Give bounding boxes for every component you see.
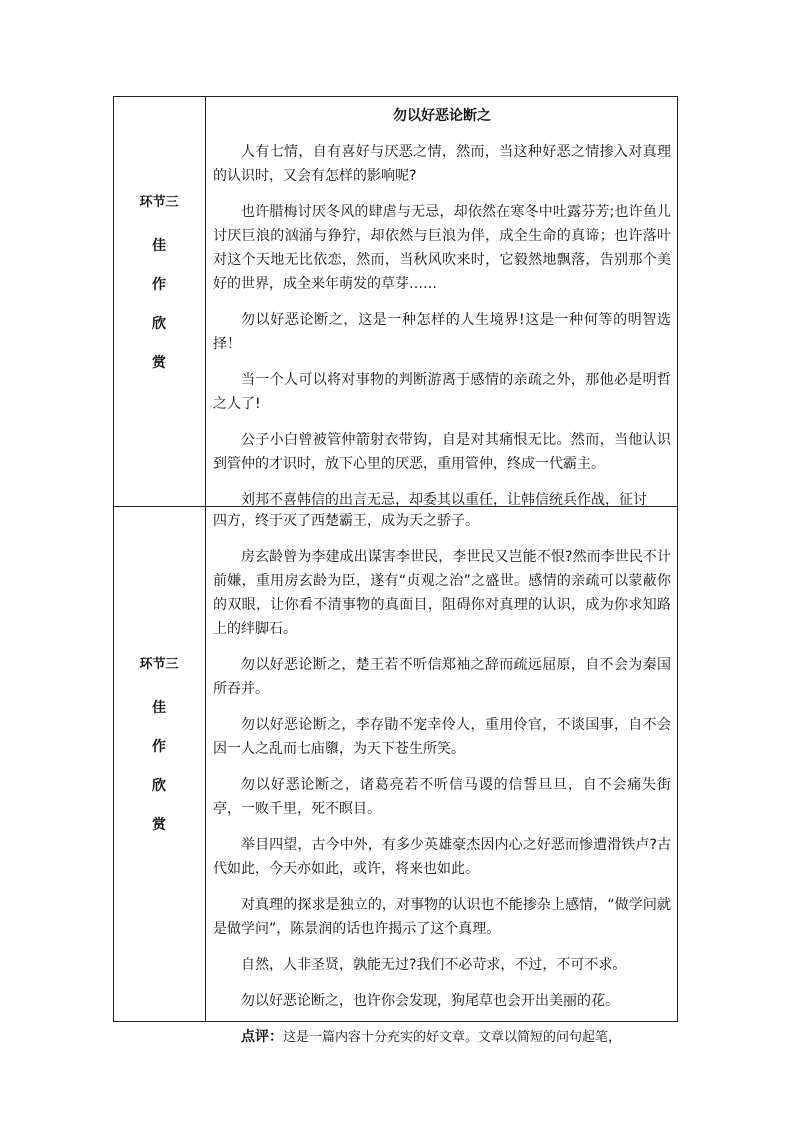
essay-paragraph: 勿以好恶论断之，这是一种怎样的人生境界!这是一种何等的明智选择！ [213, 312, 671, 352]
section2-char: 佳 [152, 700, 166, 716]
section1-label-cell [113, 196, 205, 391]
essay-paragraph: 房玄龄曾为李建成出谋害李世民，李世民又岂能不恨?然而李世民不计前嫌，重用房玄龄为臣，遂有“贞观之治”之盛世。感情的亲疏可以蒙蔽你的双眼，让你看不清事物的真面目，阻碍你对真理的认识，成为你求知路上的绊脚石。 [213, 549, 671, 637]
section1-vertical-label [113, 235, 205, 391]
section1-content [213, 104, 671, 524]
essay-paragraph: 也许腊梅讨厌冬风的肆虐与无忌，却依然在寒冬中吐露芬芳;也许鱼儿讨厌巨浪的汹涌与狰狞，却依然与巨浪为伴，成全生命的真谛；也许落叶对这个天地无比依恋，然而，当秋风吹来时，它毅然地飘落，告别那个美好的世界，成全来年萌发的草芽…… [213, 204, 671, 292]
section1-char: 佳 [152, 238, 166, 254]
comment-label: 点评： [241, 1029, 283, 1045]
essay-paragraph: 举目四望，古今中外，有多少英雄豪杰因内心之好恶而惨遭滑铁卢?古代如此，今天亦如此，或许，将来也如此。 [213, 837, 671, 877]
section2-char: 赏 [152, 817, 166, 833]
section1-char: 赏 [152, 355, 166, 371]
section2-label: 环节三 [139, 657, 179, 672]
essay-title: 勿以好恶论断之 [393, 108, 491, 124]
essay-paragraph: 公子小白曾被管仲箭射衣带钩，自是对其痛恨无比。然而，当他认识到管仲的才识时，放下心里的厌恶，重用管仲，终成一代霸主。 [213, 432, 671, 472]
section2-char: 作 [152, 739, 166, 755]
essay-paragraph: 勿以好恶论断之，诸葛亮若不听信马谡的信誓旦旦，自不会痛失街亭，一败千里，死不瞑目。 [213, 777, 671, 817]
table-column-divider [205, 96, 206, 1022]
section1-char: 欣 [152, 316, 166, 332]
essay-continuation: 四方，终于灭了西楚霸王，成为天之骄子。 [213, 513, 479, 529]
section1-label: 环节三 [139, 195, 179, 210]
essay-paragraph: 勿以好恶论断之，也许你会发现，狗尾草也会开出美丽的花。 [241, 993, 619, 1009]
essay-paragraph: 自然，人非圣贤，孰能无过?我们不必苛求，不过，不可不求。 [241, 957, 627, 973]
essay-paragraph: 刘邦不喜韩信的出言无忌，却委其以重任，让韩信统兵作战，征讨 [241, 492, 647, 508]
comment-text: 这是一篇内容十分充实的好文章。文章以简短的问句起笔， [283, 1030, 622, 1045]
essay-paragraph: 对真理的探求是独立的，对事物的认识也不能掺杂上感情，“做学问就是做学问”，陈景润的话也许揭示了这个真理。 [213, 897, 671, 937]
essay-paragraph: 当一个人可以将对事物的判断游离于感情的亲疏之外，那他必是明哲之人了! [213, 372, 671, 412]
section2-label-cell [113, 658, 205, 853]
table-top-border [113, 96, 678, 97]
section2-vertical-label [113, 697, 205, 853]
essay-paragraph: 勿以好恶论断之，楚王若不听信郑袖之辞而疏远屈原，自不会为秦国所吞并。 [213, 657, 671, 697]
comment-paragraph [213, 1025, 671, 1050]
table-right-border [677, 96, 678, 1022]
essay-paragraph: 勿以好恶论断之，李存勖不宠幸伶人，重用伶官，不谈国事，自不会因一人之乱而七庙隳，为天下苍生所笑。 [213, 717, 671, 757]
section2-content [213, 509, 671, 1050]
section2-char: 欣 [152, 778, 166, 794]
essay-paragraph: 人有七情，自有喜好与厌恶之情，然而，当这种好恶之情掺入对真理的认识时，又会有怎样的影响呢? [213, 144, 671, 184]
section1-char: 作 [152, 277, 166, 293]
